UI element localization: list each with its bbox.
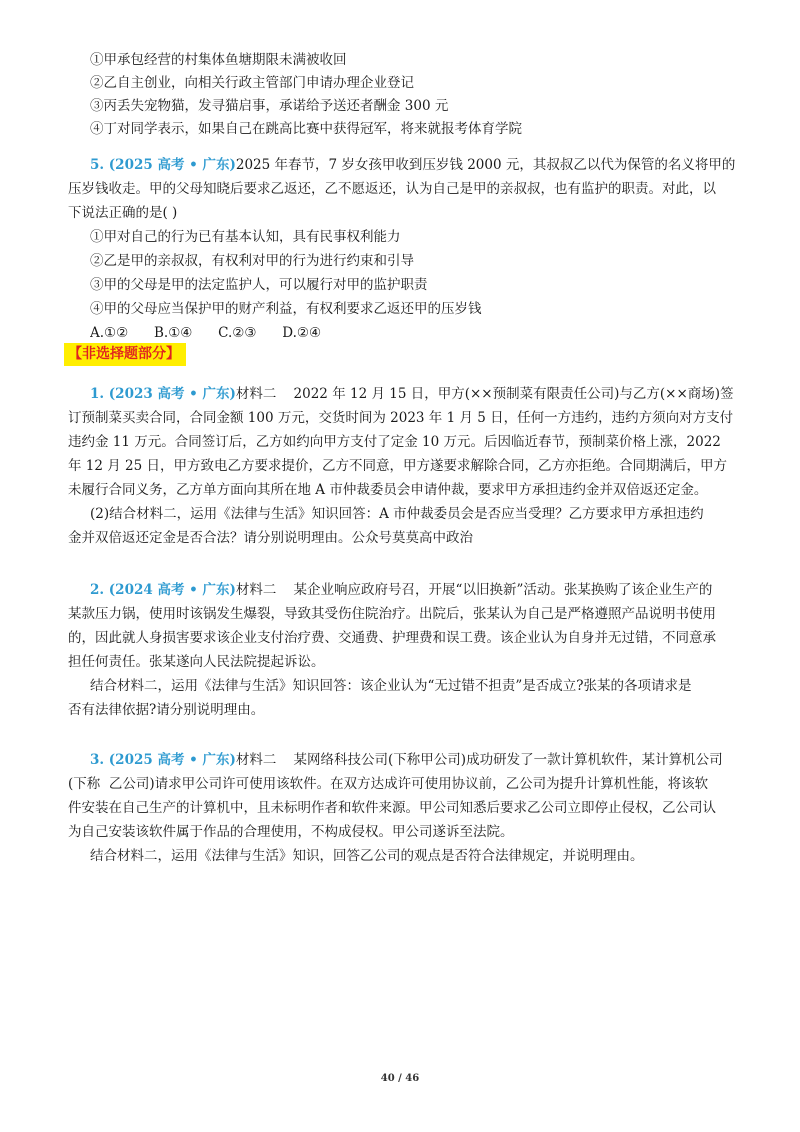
section-title-non-choice: 【非选择题部分】: [64, 343, 186, 366]
q4-option-3: ③丙丢失宠物猫，发寻猫启事，承诺给予送还者酬金 300 元: [90, 98, 449, 114]
q5-stem-line-2: 压岁钱收走。甲的父母知晓后要求乙返还，乙不愿返还，认为自己是甲的亲叔叔，也有监护的职责。对此，以: [68, 181, 716, 197]
nq1-line-1: 1. (2023 高考 • 广东)材料二 2022 年 12 月 15 日，甲方(××预制菜有限责任公司)与乙方(××商场)签: [90, 386, 734, 402]
nq1-question-line-1: (2)结合材料二，运用《法律与生活》知识回答：A 市仲裁委员会是否应当受理？乙方要求甲方承担违约: [90, 506, 704, 522]
q5-option-4: ④甲的父母应当保护甲的财产利益，有权利要求乙返还甲的压岁钱: [90, 301, 482, 317]
q5-choices: A.①② B.①④ C.②③ D.②④: [90, 325, 322, 341]
q5-source-tag: 5. (2025 高考 • 广东): [90, 157, 236, 173]
q5-stem-line-1: 5. (2025 高考 • 广东)2025 年春节，7 岁女孩甲收到压岁钱 2000 元，其叔叔乙以代为保管的名义将甲的: [90, 157, 736, 173]
nq2-line-2: 某款压力锅，使用时该锅发生爆裂，导致其受伤住院治疗。出院后，张某认为自己是严格遵照产品说明书使用: [68, 606, 716, 622]
nq1-line-4: 年 12 月 25 日，甲方致电乙方要求提价，乙方不同意，甲方遂要求解除合同，乙方亦拒绝。合同期满后，甲方: [68, 458, 728, 474]
nq1-line-3: 违约金 11 万元。合同签订后，乙方如约向甲方支付了定金 10 万元。后因临近春节，预制菜价格上涨，2022: [68, 434, 721, 450]
nq3-line-1: 3. (2025 高考 • 广东)材料二 某网络科技公司(下称甲公司)成功研发了一款计算机软件，某计算机公司: [90, 752, 723, 768]
q4-option-1: ①甲承包经营的村集体鱼塘期限未满被收回: [90, 52, 347, 68]
nq2-question-line-1: 结合材料二，运用《法律与生活》知识回答：该企业认为“无过错不担责”是否成立?张某的各项请求是: [90, 678, 692, 694]
q4-option-4: ④丁对同学表示，如果自己在跳高比赛中获得冠军，将来就报考体育学院: [90, 121, 522, 137]
nq2-line-4: 担任何责任。张某遂向人民法院提起诉讼。: [68, 654, 325, 670]
nq2-line-3: 的，因此就人身损害要求该企业支付治疗费、交通费、护理费和误工费。该企业认为自身并无过错，不同意承: [68, 630, 716, 646]
nq2-question-line-2: 否有法律依据?请分别说明理由。: [68, 702, 265, 718]
nq3-line-2: (下称 乙公司)请求甲公司许可使用该软件。在双方达成许可使用协议前，乙公司为提升计算机性能，将该软: [68, 776, 709, 792]
q4-option-2: ②乙自主创业，向相关行政主管部门申请办理企业登记: [90, 75, 414, 91]
nq2-source-tag: 2. (2024 高考 • 广东): [90, 582, 236, 598]
page-number: 40 / 46: [380, 1073, 420, 1084]
q5-stem-line-3: 下说法正确的是( ): [68, 205, 178, 221]
q5-option-2: ②乙是甲的亲叔叔，有权利对甲的行为进行约束和引导: [90, 253, 414, 269]
nq2-line-1: 2. (2024 高考 • 广东)材料二 某企业响应政府号召，开展“以旧换新”活动。张某换购了该企业生产的: [90, 582, 713, 598]
nq3-line-3: 件安装在自己生产的计算机中，且未标明作者和软件来源。甲公司知悉后要求乙公司立即停止侵权，乙公司认: [68, 800, 716, 816]
nq1-line-5: 未履行合同义务，乙方单方面向其所在地 A 市仲裁委员会申请仲裁，要求甲方承担违约金并双倍返还定金。: [68, 482, 708, 498]
nq1-question-line-2: 金并双倍返还定金是否合法？请分别说明理由。公众号莫莫高中政治: [68, 530, 473, 546]
nq3-line-4: 为自己安装该软件属于作品的合理使用，不构成侵权。甲公司遂诉至法院。: [68, 824, 514, 840]
nq3-source-tag: 3. (2025 高考 • 广东): [90, 752, 236, 768]
nq3-question-line-1: 结合材料二，运用《法律与生活》知识，回答乙公司的观点是否符合法律规定，并说明理由。: [90, 848, 644, 864]
nq1-line-2: 订预制菜买卖合同，合同金额 100 万元，交货时间为 2023 年 1 月 5 日，任何一方违约，违约方须向对方支付: [68, 410, 734, 426]
q5-option-3: ③甲的父母是甲的法定监护人，可以履行对甲的监护职责: [90, 277, 428, 293]
q5-option-1: ①甲对自己的行为已有基本认知，具有民事权利能力: [90, 229, 401, 245]
nq1-source-tag: 1. (2023 高考 • 广东): [90, 386, 236, 402]
